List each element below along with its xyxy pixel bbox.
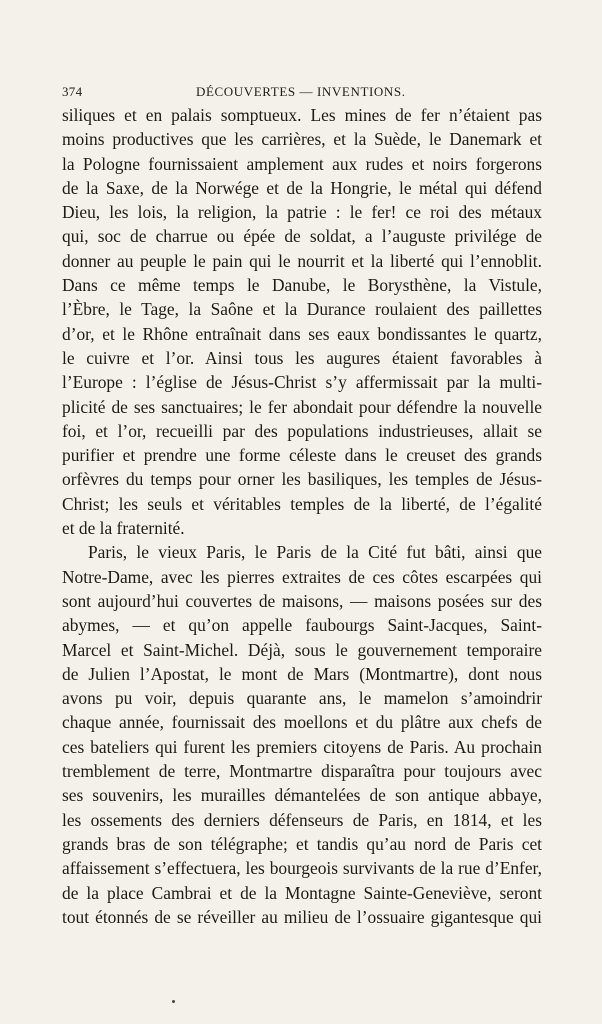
text-line: grands bras de son télégraphe; et tandis qu’au nord de Paris cet [62,833,542,854]
text-line: sont aujourd’hui couvertes de maisons, — maisons posées sur des [62,590,542,611]
text-line: de Julien l’Apostat, le mont de Mars (Montmartre), dont nous [62,663,542,684]
text-line: le cuivre et l’or. Ainsi tous les augures étaient favorables à [62,347,542,368]
ink-speck [172,1000,175,1003]
text-line: orfèvres du temps pour orner les basiliques, les temples de Jésus- [62,469,542,490]
text-line: Dieu, les lois, la religion, la patrie : le fer! ce roi des métaux [62,202,542,223]
text-line: purifier et prendre une forme céleste dans le creuset des grands [62,445,542,466]
text-line: la Pologne fournissaient amplement aux rudes et noirs forgerons [62,153,542,174]
page-number: 374 [62,84,83,99]
text-line: les ossements des derniers défenseurs de Paris, en 1814, et les [62,809,542,830]
text-line: tremblement de terre, Montmartre disparaîtra pour toujours avec [62,761,542,782]
text-line: l’Europe : l’église de Jésus-Christ s’y affermissait par la multi- [62,372,542,393]
text-line: donner au peuple le pain qui le nourrit et la liberté qui l’ennoblit. [62,250,542,271]
paragraph-first-line: Paris, le vieux Paris, le Paris de la Cité fut bâti, ainsi que [88,542,542,563]
running-header [62,84,542,104]
text-line: abymes, — et qu’on appelle faubourgs Saint-Jacques, Saint- [62,615,542,636]
text-line: Christ; les seuls et véritables temples de la liberté, de l’égalité [62,493,542,514]
text-line: de la place Cambrai et de la Montagne Sainte-Geneviève, seront [62,882,542,903]
text-line: Marcel et Saint-Michel. Déjà, sous le gouvernement temporaire [62,639,542,660]
text-line: d’or, et le Rhône entraînait dans ses eaux bondissantes le quartz, [62,323,542,344]
running-title: DÉCOUVERTES — INVENTIONS. [196,84,406,99]
text-line: et de la fraternité. [62,518,185,539]
text-line: foi, et l’or, recueilli par des populations industrieuses, allait se [62,420,542,441]
body-text [62,103,542,929]
text-line: ses souvenirs, les murailles démantelées de son antique abbaye, [62,785,542,806]
text-line: de la Saxe, de la Norwége et de la Hongrie, le métal qui défend [62,177,542,198]
text-line: moins productives que les carrières, et la Suède, le Danemark et [62,129,542,150]
text-line: affaissement s’effectuera, les bourgeois survivants de la rue d’Enfer, [62,858,542,879]
text-line: l’Èbre, le Tage, la Saône et la Durance roulaient des paillettes [62,299,542,320]
text-line: ces bateliers qui furent les premiers citoyens de Paris. Au prochain [62,736,542,757]
text-line: chaque année, fournissait des moellons et du plâtre aux chefs de [62,712,542,733]
text-line: tout étonnés de se réveiller au milieu de l’ossuaire gigantesque qui [62,906,542,927]
text-line: qui, soc de charrue ou épée de soldat, a l’auguste privilége de [62,226,542,247]
text-line: Notre-Dame, avec les pierres extraites de ces côtes escarpées qui [62,566,542,587]
text-line: plicité de ses sanctuaires; le fer abondait pour défendre la nouvelle [62,396,542,417]
text-line: avons pu voir, depuis quarante ans, le mamelon s’amoindrir [62,688,542,709]
text-line: siliques et en palais somptueux. Les mines de fer n’étaient pas [62,105,542,125]
text-line: Dans ce même temps le Danube, le Borysthène, la Vistule, [62,275,542,296]
